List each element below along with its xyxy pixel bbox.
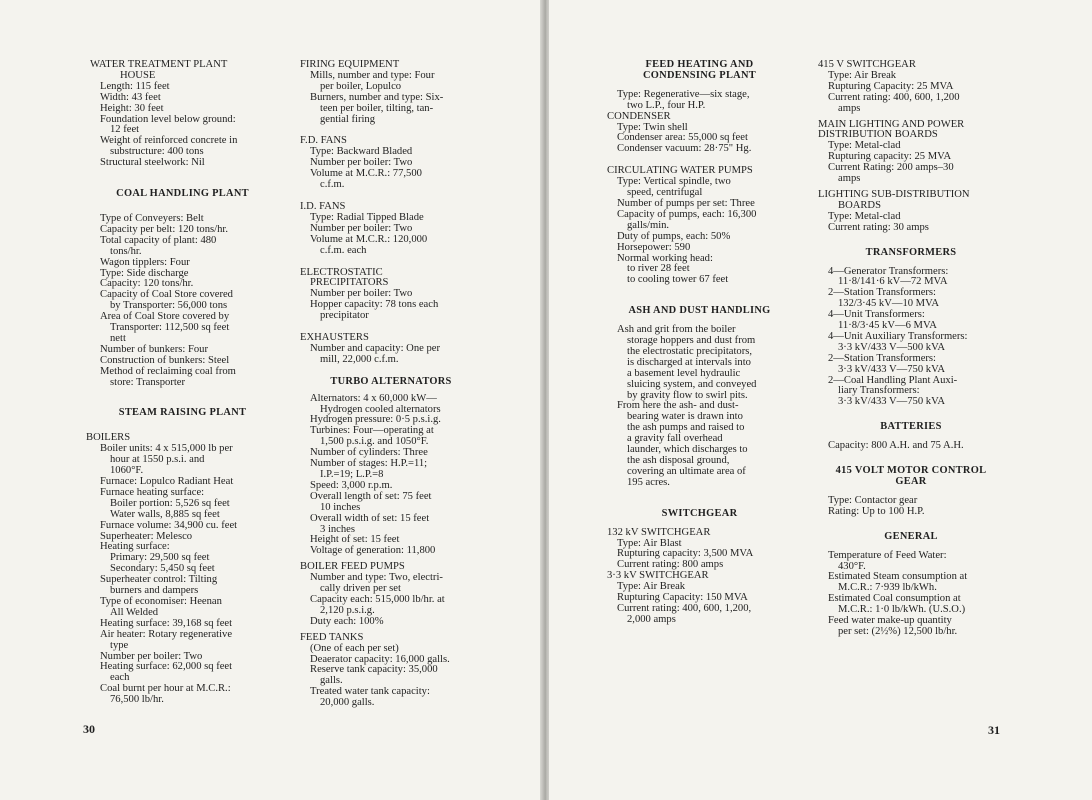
transformers-heading: TRANSFORMERS [865, 246, 957, 258]
spec-line: Number per boiler: Two [100, 650, 203, 662]
spec-line: Height of set: 15 feet [310, 534, 400, 546]
switchgear-heading: SWITCHGEAR [661, 507, 738, 519]
spec-line: Capacity of Coal Store covered [100, 289, 233, 301]
spec-line: Current rating: 30 amps [828, 221, 929, 233]
spec-line: Method of reclaiming coal from [100, 365, 236, 377]
spec-line: tons/hr. [110, 245, 142, 257]
spec-line: sluicing system, and conveyed [627, 378, 757, 390]
main-lighting-heading: MAIN LIGHTING AND POWER DISTRIBUTION BOARDS [818, 118, 965, 141]
switchgear-132kv-heading: 132 kV SWITCHGEAR [607, 526, 711, 538]
spec-line: c.f.m. [320, 179, 345, 191]
spec-line: storage hoppers and dust from [627, 335, 756, 347]
spec-line: Capacity each: 515,000 lb/hr. at [310, 593, 445, 605]
spec-line: Number per boiler: Two [310, 222, 413, 234]
spec-line: Capacity: 120 tons/hr. [100, 278, 194, 290]
spec-line: type [110, 639, 129, 651]
spec-line: substructure: 400 tons [110, 146, 204, 158]
page-number-left: 30 [83, 722, 95, 736]
spec-line: 12 feet [110, 124, 140, 136]
spec-line: 4—Unit Transformers: [828, 309, 925, 321]
spec-line: Weight of reinforced concrete in [100, 135, 238, 147]
steam-raising-heading: STEAM RAISING PLANT [118, 407, 247, 419]
spec-line: Condenser area: 55,000 sq feet [617, 132, 748, 144]
spec-line: Overall width of set: 15 feet [310, 512, 430, 524]
feed-heating-heading: FEED HEATING AND CONDENSING PLANT [642, 59, 757, 81]
spec-line: M.C.R.: 1·0 lb/kWh. (U.S.O.) [838, 604, 966, 616]
spec-line: Type: Metal-clad [828, 140, 901, 152]
spec-line: Deaerator capacity: 16,000 galls. [310, 653, 450, 665]
spec-line: speed, centrifugal [627, 187, 703, 199]
spec-line: 11·8/3·45 kV—6 MVA [838, 320, 937, 332]
spec-line: Mills, number and type: Four [310, 69, 435, 81]
spec-line: c.f.m. each [320, 244, 367, 256]
spec-line: amps [838, 173, 861, 185]
spec-line: 4—Unit Auxiliary Transformers: [828, 330, 968, 342]
spec-line: Type: Backward Bladed [310, 146, 413, 158]
spec-line: two L.P., four H.P. [627, 99, 706, 111]
spec-line: 11·8/141·6 kV—72 MVA [838, 276, 948, 288]
spec-line: 2,000 amps [627, 613, 676, 625]
spec-line: Current rating: 800 amps [617, 559, 724, 571]
spec-line: 2—Station Transformers: [828, 287, 937, 299]
spec-line: liary Transformers: [838, 385, 920, 397]
turbo-alternators-heading: TURBO ALTERNATORS [330, 375, 452, 387]
spec-line: precipitator [320, 310, 369, 322]
spec-line: 3·3 kV/433 V—750 kVA [838, 363, 946, 375]
condenser-heading: CONDENSER [607, 110, 671, 122]
left-column-1 [86, 59, 275, 706]
spec-line: Superheater control: Tilting [100, 574, 218, 586]
page-number-right: 31 [988, 723, 1000, 737]
spec-line: Construction of bunkers: Steel [100, 354, 230, 366]
spec-line: M.C.R.: 7·939 lb/kWh. [838, 582, 937, 594]
spec-line: Number of cylinders: Three [310, 447, 428, 459]
spec-line: 1060°F. [110, 465, 144, 477]
boiler-feed-pumps-heading: BOILER FEED PUMPS [300, 561, 405, 573]
spec-line: Current rating: 400, 600, 1,200, [617, 602, 752, 614]
spec-line: Ash and grit from the boiler [617, 324, 736, 336]
spec-line: Number per boiler: Two [310, 288, 413, 300]
spec-line: Number of pumps per set: Three [617, 197, 755, 209]
spec-line: Number of stages: H.P.=11; [310, 458, 428, 470]
spec-line: Structural steelwork: Nil [100, 157, 205, 169]
spec-line: Type: Air Break [828, 69, 897, 81]
spec-line: Total capacity of plant: 480 [100, 234, 217, 246]
firing-equipment-heading: FIRING EQUIPMENT [300, 59, 400, 70]
spec-line: gential firing [320, 113, 376, 125]
spec-line: amps [838, 102, 861, 114]
spec-line: Type: Regenerative—six stage, [617, 88, 750, 100]
spec-line: Water walls, 8,885 sq feet [110, 508, 220, 520]
spec-line: to river 28 feet [627, 263, 690, 275]
spec-line: Type: Radial Tipped Blade [310, 211, 424, 223]
spec-line: Feed water make-up quantity [828, 615, 952, 627]
spec-line: Boiler units: 4 x 515,000 lb per [100, 443, 233, 455]
spec-line: Capacity: 800 A.H. and 75 A.H. [828, 440, 964, 452]
spec-line: hour at 1550 p.s.i. and [110, 454, 205, 466]
spec-line: Hydrogen cooled alternators [320, 403, 441, 415]
spec-line: 1,500 p.s.i.g. and 1050°F. [320, 436, 429, 448]
spec-line: Type: Air Blast [617, 537, 682, 549]
spec-line: covering an ultimate area of [627, 465, 746, 477]
spec-line: Condenser vacuum: 28·75" Hg. [617, 143, 752, 155]
spec-line: Temperature of Feed Water: [828, 549, 947, 561]
spec-line: galls. [320, 675, 343, 687]
left-column-2 [300, 60, 482, 709]
spec-line: 2—Coal Handling Plant Auxi- [828, 374, 958, 386]
spec-line: Primary: 29,500 sq feet [110, 552, 210, 564]
spec-line: 430°F. [838, 560, 866, 572]
spec-line: launder, which discharges to [627, 444, 748, 456]
spec-line: by Transporter: 56,000 tons [110, 300, 228, 312]
coal-handling-heading: COAL HANDLING PLANT [116, 188, 249, 200]
spec-line: teen per boiler, tilting, tan- [320, 102, 434, 114]
spec-line: bearing water is drawn into [627, 411, 743, 423]
spec-line: 3 inches [320, 523, 356, 535]
spec-line: 3·3 kV/433 V—750 kVA [838, 396, 946, 408]
spec-line: From here the ash- and dust- [617, 400, 739, 412]
spec-line: is discharged at intervals into [627, 356, 751, 368]
spec-line: 10 inches [320, 501, 361, 513]
spec-line: mill, 22,000 c.f.m. [320, 353, 399, 365]
spec-line: store: Transporter [110, 376, 186, 388]
spec-line: Type: Metal-clad [828, 210, 901, 222]
spec-line: Type of Conveyers: Belt [100, 212, 204, 224]
spec-line: a gravity fall overhead [627, 433, 723, 445]
fd-fans-heading: F.D. FANS [300, 135, 347, 147]
spec-line: Type: Twin shell [617, 121, 688, 133]
spec-line: Rupturing Capacity: 25 MVA [828, 80, 954, 92]
motor-control-heading: 415 VOLT MOTOR CONTROL GEAR [835, 465, 987, 487]
spec-line: Number and type: Two, electri- [310, 572, 443, 584]
spec-line: Normal working head: [617, 252, 713, 264]
spec-line: Overall length of set: 75 feet [310, 490, 432, 502]
spec-line: (One of each per set) [310, 642, 399, 654]
spec-line: Heating surface: 39,168 sq feet [100, 617, 233, 629]
spec-line: Rating: Up to 100 H.P. [828, 505, 925, 517]
right-column-1 [607, 60, 792, 626]
right-column-2 [818, 60, 1004, 638]
spec-line: 3·3 kV/433 V—500 kVA [838, 341, 946, 353]
spec-line: Air heater: Rotary regenerative [100, 628, 233, 640]
spec-line: Superheater: Melesco [100, 530, 193, 542]
spec-line: Type: Contactor gear [828, 494, 918, 506]
spec-line: Rupturing capacity: 3,500 MVA [617, 548, 754, 560]
feed-tanks-heading: FEED TANKS [300, 631, 364, 643]
water-treatment-heading: WATER TREATMENT PLANT HOUSE [90, 59, 228, 81]
spec-line: Alternators: 4 x 60,000 kW— [310, 392, 437, 404]
spec-line: Duty each: 100% [310, 615, 384, 627]
spec-line: Wagon tipplers: Four [100, 256, 190, 268]
spec-line: Hydrogen pressure: 0·5 p.s.i.g. [310, 414, 441, 426]
spec-line: Area of Coal Store covered by [100, 311, 230, 323]
spec-line: Number per boiler: Two [310, 157, 413, 169]
spec-line: Turbines: Four—operating at [310, 425, 434, 437]
spec-line: Horsepower: 590 [617, 241, 691, 253]
spec-line: I.P.=19; L.P.=8 [320, 469, 384, 480]
id-fans-heading: I.D. FANS [300, 200, 346, 212]
spec-line: 20,000 galls. [320, 697, 375, 709]
spec-line: Type of economiser: Heenan [100, 595, 222, 607]
spec-line: Furnace volume: 34,900 cu. feet [100, 519, 238, 531]
spec-line: Treated water tank capacity: [310, 686, 430, 698]
lighting-sub-heading: LIGHTING SUB-DISTRIBUTION BOARDS [818, 188, 970, 211]
boilers-heading: BOILERS [86, 432, 131, 444]
spec-line: Estimated Coal consumption at [828, 593, 961, 605]
spec-line: Height: 30 feet [100, 102, 164, 114]
spec-line: Number and capacity: One per [310, 342, 441, 354]
spec-line: Width: 43 feet [100, 91, 161, 103]
spec-line: Secondary: 5,450 sq feet [110, 563, 215, 575]
spec-line: Furnace heating surface: [100, 486, 205, 498]
spec-line: Speed: 3,000 r.p.m. [310, 479, 393, 491]
switchgear-415v-heading: 415 V SWITCHGEAR [818, 59, 916, 70]
spec-line: Foundation level below ground: [100, 113, 236, 125]
spec-line: All Welded [110, 606, 159, 618]
spec-line: Heating surface: 62,000 sq feet [100, 661, 233, 673]
spec-line: Heating surface: [100, 541, 170, 553]
spec-line: the electrostatic precipitators, [627, 345, 753, 357]
spec-line: Rupturing capacity: 25 MVA [828, 151, 952, 163]
spec-line: the ash pumps and raised to [627, 422, 745, 434]
spec-line: the ash disposal ground, [627, 455, 730, 466]
spec-line: by gravity flow to swirl pits. [627, 389, 748, 401]
spec-line: Volume at M.C.R.: 77,500 [310, 168, 422, 180]
spec-line: Estimated Steam consumption at [828, 571, 968, 583]
spec-line: Reserve tank capacity: 35,000 [310, 664, 438, 676]
spec-line: to cooling tower 67 feet [627, 274, 729, 286]
spec-line: 195 acres. [627, 476, 670, 488]
batteries-heading: BATTERIES [880, 421, 942, 433]
spec-line: Hopper capacity: 78 tons each [310, 299, 439, 311]
spec-line: 2,120 p.s.i.g. [320, 604, 375, 616]
spec-line: Capacity of pumps, each: 16,300 [617, 208, 757, 220]
spec-line: Current rating: 400, 600, 1,200 [828, 91, 960, 103]
spec-line: Duty of pumps, each: 50% [617, 230, 731, 242]
spec-line: Type: Side discharge [100, 267, 189, 279]
spec-line: Burners, number and type: Six- [310, 91, 444, 103]
circulating-pumps-heading: CIRCULATING WATER PUMPS [607, 165, 753, 177]
spec-line: per set: (2½%) 12,500 lb/hr. [838, 625, 958, 637]
ash-dust-heading: ASH AND DUST HANDLING [628, 305, 771, 317]
spec-line: Capacity per belt: 120 tons/hr. [100, 223, 228, 235]
spec-line: galls/min. [627, 219, 670, 231]
spec-line: per boiler, Lopulco [320, 80, 402, 92]
spec-line: Type: Vertical spindle, two [617, 176, 731, 188]
spec-line: burners and dampers [110, 585, 199, 597]
spec-line: Furnace: Lopulco Radiant Heat [100, 476, 234, 487]
spec-line: Rupturing Capacity: 150 MVA [617, 592, 748, 604]
spec-line: 2—Station Transformers: [828, 352, 937, 364]
exhausters-heading: EXHAUSTERS [300, 332, 369, 344]
left-page [0, 0, 543, 800]
spec-line: Volume at M.C.R.: 120,000 [310, 233, 428, 245]
spec-line: Coal burnt per hour at M.C.R.: [100, 683, 231, 695]
spec-line: 76,500 lb/hr. [110, 694, 164, 706]
spec-line: Transporter: 112,500 sq feet [110, 322, 230, 334]
spec-line: Number of bunkers: Four [100, 343, 208, 355]
spec-line: Length: 115 feet [100, 80, 170, 92]
spec-line: cally driven per set [320, 583, 401, 595]
spec-line: each [110, 672, 130, 684]
spec-line: Current Rating: 200 amps–30 [828, 162, 954, 174]
spec-line: Boiler portion: 5,526 sq feet [110, 497, 230, 509]
spec-line: a basement level hydraulic [627, 367, 741, 379]
spec-line: nett [110, 332, 126, 344]
general-heading: GENERAL [884, 530, 938, 542]
spec-line: 4—Generator Transformers: [828, 265, 949, 277]
spec-line: Type: Air Break [617, 581, 686, 593]
spec-line: 132/3·45 kV—10 MVA [838, 298, 940, 310]
electrostatic-heading: ELECTROSTATIC PRECIPITATORS [300, 266, 389, 289]
spec-line: Voltage of generation: 11,800 [310, 545, 436, 557]
switchgear-33kv-heading: 3·3 kV SWITCHGEAR [607, 570, 709, 582]
